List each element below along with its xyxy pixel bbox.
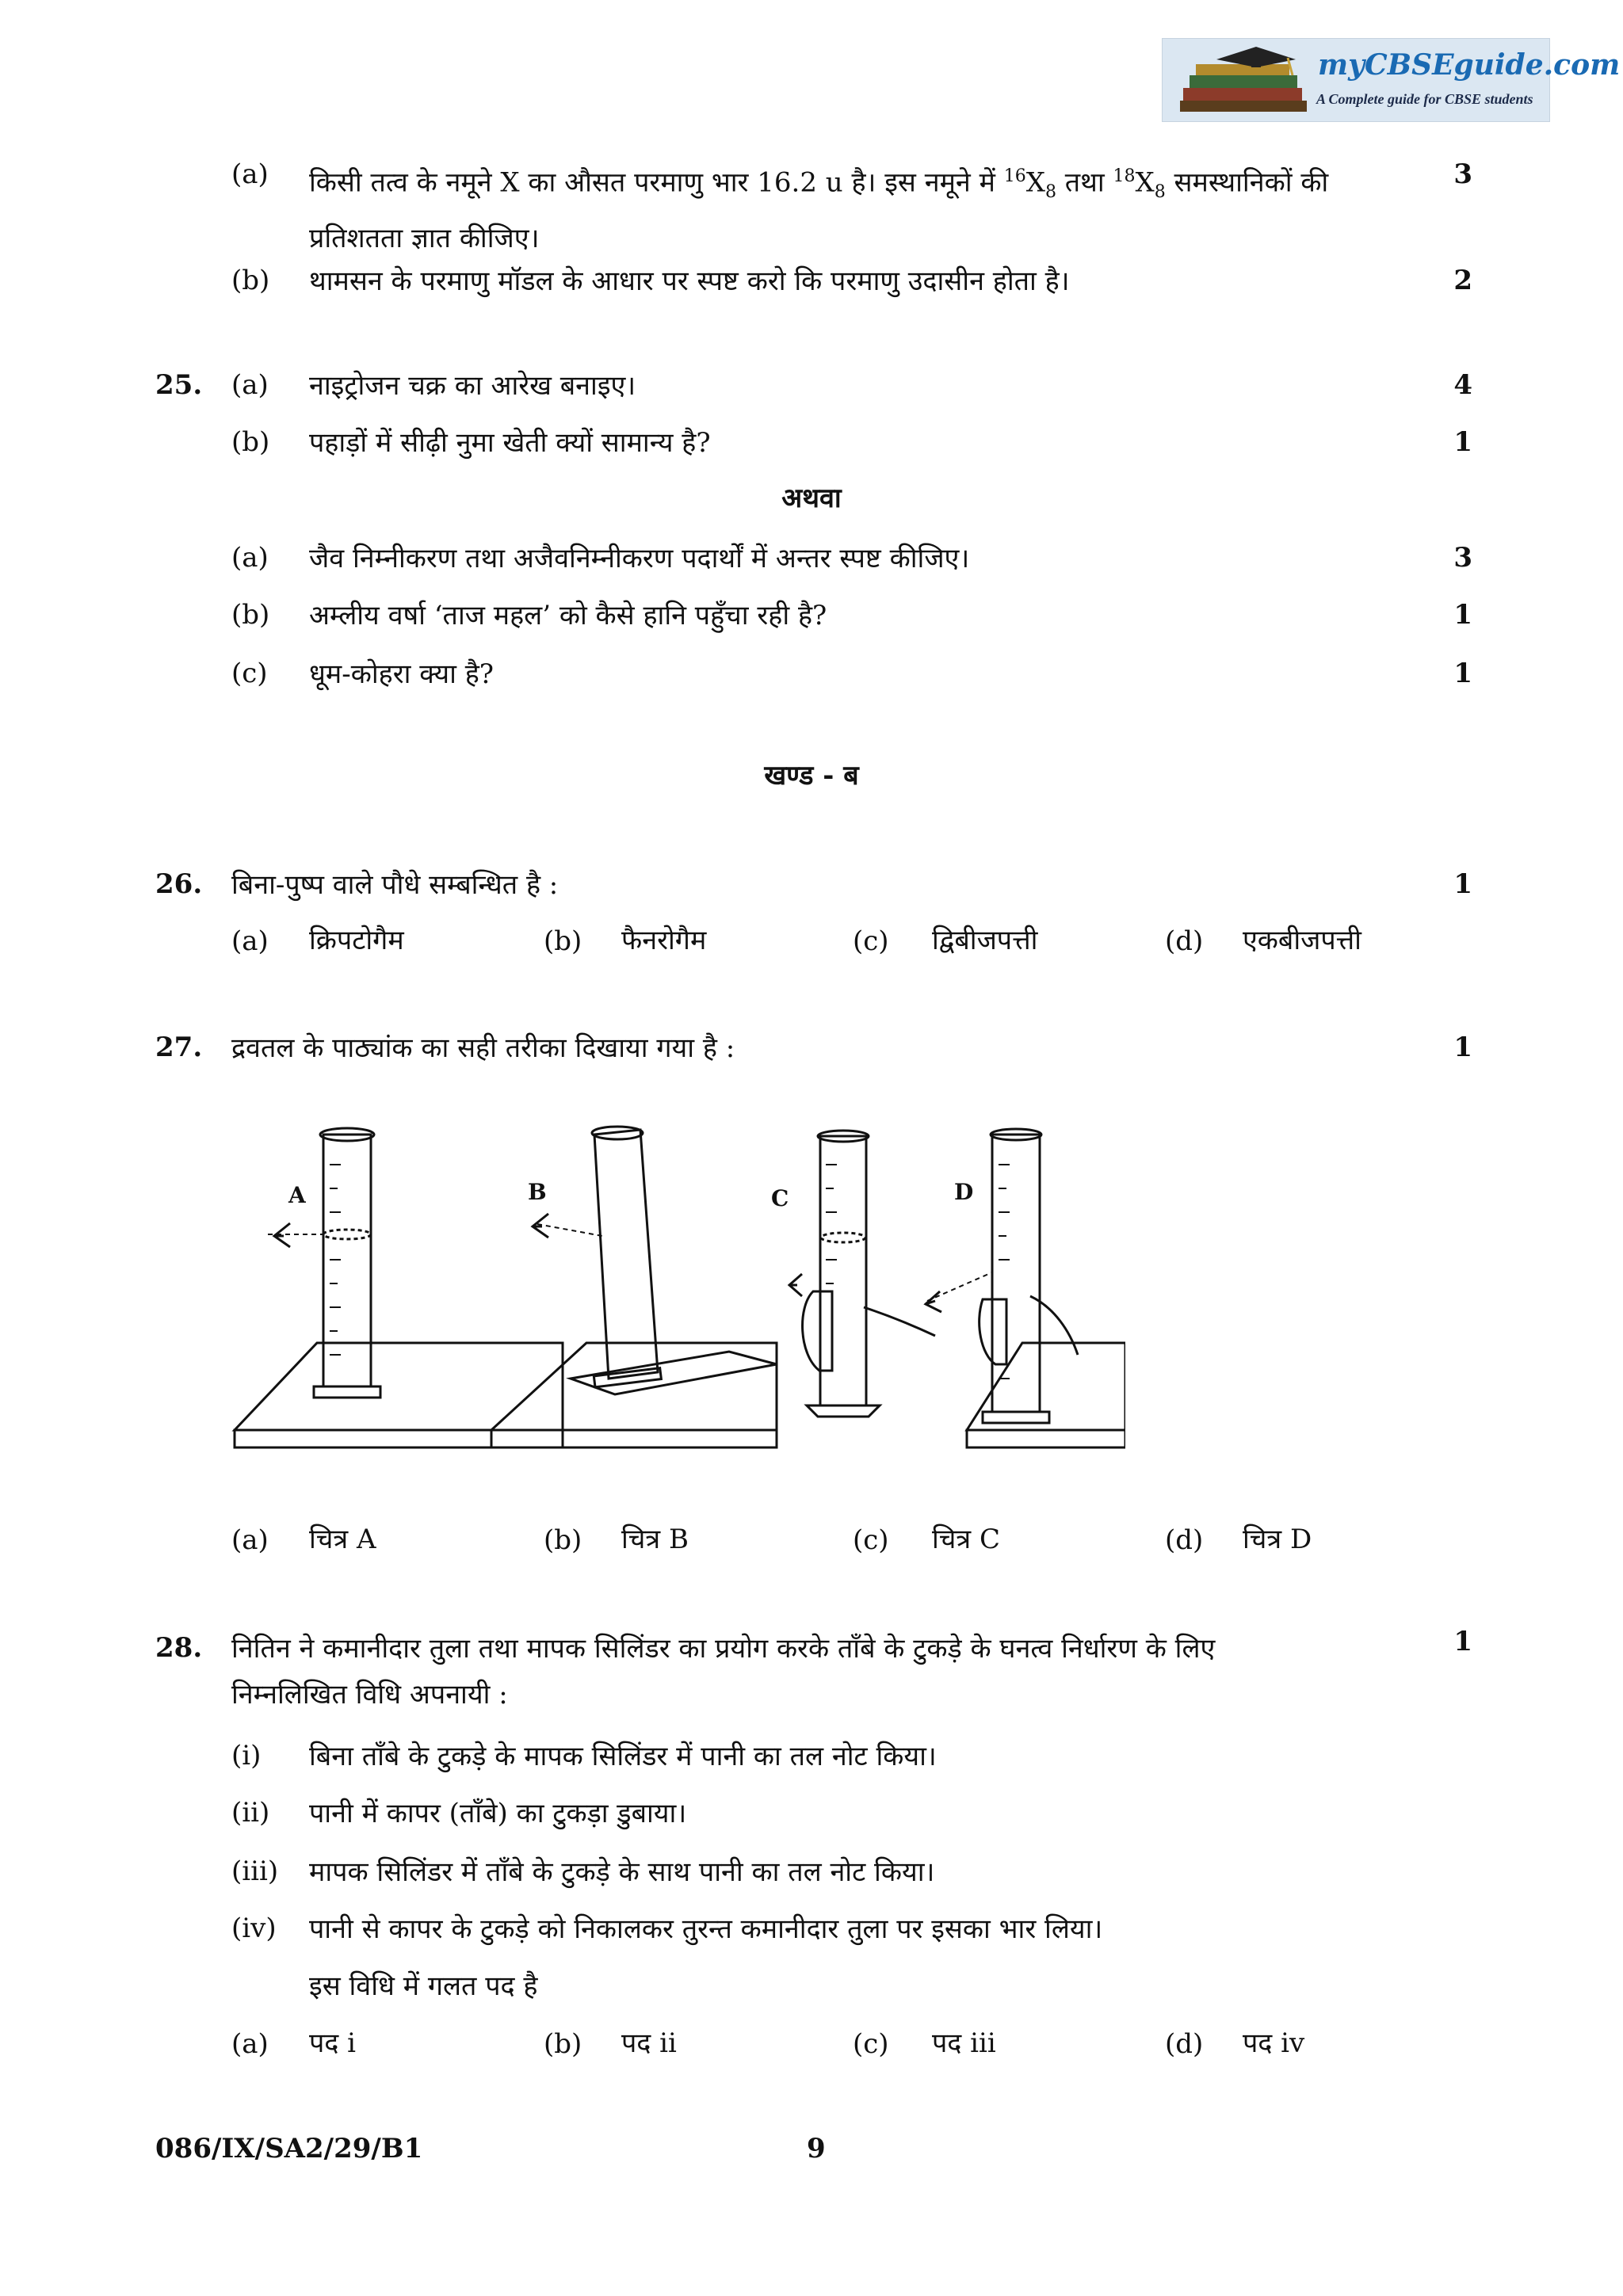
q28-step-iv-label: (iv) [231,1913,277,1944]
figure-a [235,1128,563,1447]
q25-alt-a-marks: 3 [1453,542,1472,574]
q26-option-c-label: (c) [853,925,889,957]
q24-b-label: (b) [231,265,270,296]
q28-option-d-label: (d) [1165,2028,1204,2060]
q26-option-b-label: (b) [544,925,582,957]
q26-text: बिना-पुष्प वाले पौधे सम्बन्धित है : [231,869,559,901]
figure-b [491,1127,777,1447]
q25-b-marks: 1 [1453,426,1472,458]
q28-option-a-text: पद i [309,2027,357,2059]
q27-option-a-text: चित्र A [309,1524,376,1555]
q27-option-b-label: (b) [544,1524,582,1556]
q27-option-a-label: (a) [231,1524,269,1556]
q25-a-marks: 4 [1453,369,1472,401]
figure-label-d: D [954,1179,974,1205]
q27-option-c-label: (c) [853,1524,889,1556]
q25-alt-a-label: (a) [231,542,269,574]
books-icon [1169,44,1312,116]
q28-option-a-label: (a) [231,2028,269,2060]
figure-c [789,1131,935,1417]
q26-option-d-text: एकबीजपत्ती [1243,925,1361,956]
q28-option-d-text: पद iv [1243,2027,1305,2059]
logo-brand: myCBSEguide.com [1318,48,1621,82]
q24-a-label: (a) [231,158,269,190]
q27-number: 27. [155,1032,203,1063]
logo-tagline: A Complete guide for CBSE students [1316,91,1533,107]
q25-alt-a-text: जैव निम्नीकरण तथा अजैवनिम्नीकरण पदार्थों में अन्तर स्पष्ट कीजिए। [309,543,970,574]
q24-a-text: किसी तत्व के नमूने X का औसत परमाणु भार 16.2 u है। इस नमूने में $^{16}X_8$ तथा $^{18}X_8$ समस्थानिकों की प्रतिशतता ज्ञात कीजिए। [309,166,1329,255]
q27-text: द्रवतल के पाठ्यांक का सही तरीका दिखाया गया है : [231,1032,735,1064]
q26-option-c-text: द्विबीजपत्ती [932,925,1038,956]
scale-c [826,1165,837,1283]
figure-d [926,1129,1125,1447]
q25-number: 25. [155,369,203,401]
q25-alt-c-marks: 1 [1453,658,1472,689]
q24-b-text: थामसन के परमाणु मॉडल के आधार पर स्पष्ट करो कि परमाणु उदासीन होता है। [309,265,1070,297]
q28-step-i-text: बिना ताँबे के टुकड़े के मापक सिलिंडर में पानी का तल नोट किया। [309,1741,937,1772]
q28-step-i-label: (i) [231,1740,262,1772]
q25-alt-c-label: (c) [231,658,268,689]
q28-option-c-text: पद iii [932,2027,996,2059]
q26-option-b-text: फैनरोगैम [621,925,707,956]
q28-step-ii-label: (ii) [231,1797,270,1829]
q24-b-marks: 2 [1453,265,1472,296]
q26-option-a-label: (a) [231,925,269,957]
q27-option-d-text: चित्र D [1243,1524,1312,1555]
q28-option-b-label: (b) [544,2028,582,2060]
figure-label-c: C [771,1185,789,1211]
scale-a [330,1165,341,1355]
q28-option-b-text: पद ii [621,2027,677,2059]
q28-option-c-label: (c) [853,2028,889,2060]
q27-option-c-text: चित्र C [932,1524,1000,1555]
q28-step-iii-label: (iii) [231,1855,279,1887]
mycbseguide-logo [1162,38,1621,122]
q28-step-iii-text: मापक सिलिंडर में ताँबे के टुकड़े के साथ पानी का तल नोट किया। [309,1856,935,1888]
q28-prompt: इस विधि में गलत पद है [309,1970,538,2002]
q27-option-d-label: (d) [1165,1524,1204,1556]
measuring-cylinder-figure [230,1117,1125,1474]
q28-step-ii-text: पानी में कापर (ताँबे) का टुकड़ा डुबाया। [309,1798,687,1829]
q28-marks: 1 [1453,1626,1472,1657]
page-number: 9 [807,2133,826,2164]
q25-alt-b-text: अम्लीय वर्षा ‘ताज महल’ को कैसे हानि पहुँचा रही है? [309,600,827,631]
q25-b-text: पहाड़ों में सीढ़ी नुमा खेती क्यों सामान्य है? [309,427,711,459]
q27-option-b-text: चित्र B [621,1524,689,1555]
scale-d [999,1165,1010,1379]
q28-number: 28. [155,1632,203,1664]
figure-label-a: A [288,1182,306,1208]
q28-step-iv-text: पानी से कापर के टुकड़े को निकालकर तुरन्त कमानीदार तुला पर इसका भार लिया। [309,1913,1103,1945]
q26-number: 26. [155,868,203,900]
figure-label-b: B [528,1179,547,1205]
or-heading: अथवा [781,482,842,514]
paper-code: 086/IX/SA2/29/B1 [155,2133,423,2164]
q26-marks: 1 [1453,868,1472,900]
section-heading: खण्ड - ब [764,760,859,791]
q26-option-a-text: क्रिपटोगैम [309,925,404,956]
q24-a-marks: 3 [1453,158,1472,190]
q28-text: नितिन ने कमानीदार तुला तथा मापक सिलिंडर का प्रयोग करके ताँबे के टुकड़े के घनत्व निर्धारण के लिए निम्नलिखित विधि अपनायी : [231,1633,1216,1711]
q25-a-text: नाइट्रोजन चक्र का आरेख बनाइए। [309,370,636,402]
q25-alt-c-text: धूम-कोहरा क्या है? [309,658,495,690]
q25-b-label: (b) [231,426,270,458]
q26-option-d-label: (d) [1165,925,1204,957]
q27-marks: 1 [1453,1032,1472,1063]
q25-alt-b-label: (b) [231,599,270,631]
q25-alt-b-marks: 1 [1453,599,1472,631]
q25-a-label: (a) [231,369,269,401]
